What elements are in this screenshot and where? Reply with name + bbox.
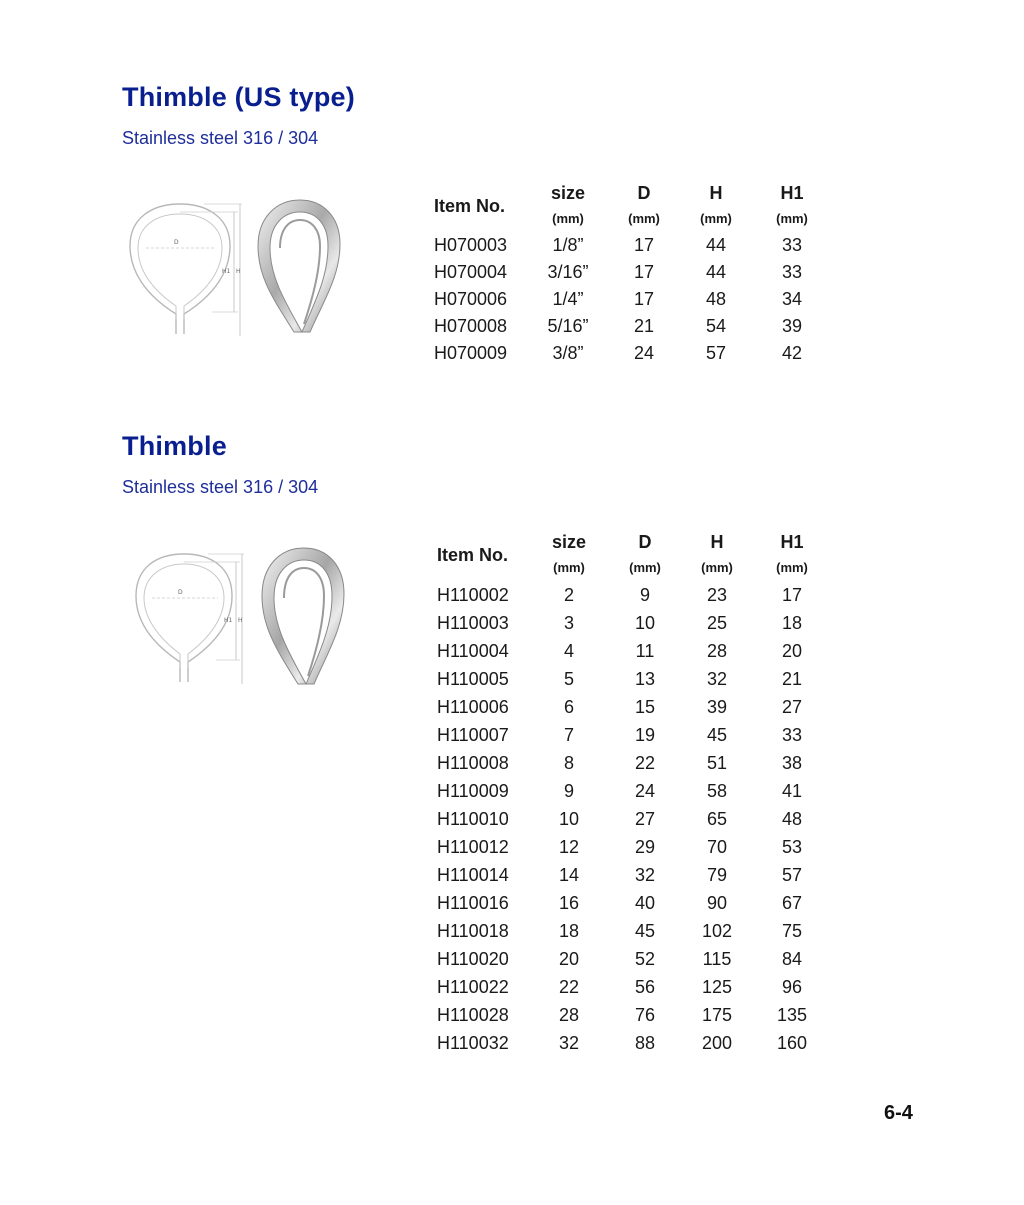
cell-h: 57 <box>705 343 727 363</box>
table-row <box>437 861 831 889</box>
unit-h: (mm) <box>700 210 732 226</box>
cell-h1: 27 <box>781 696 803 717</box>
cell-size: 20 <box>558 948 580 969</box>
cell-item-no: H110014 <box>437 864 509 885</box>
cell-item-no: H110020 <box>437 948 509 969</box>
section-title-us-type: Thimble (US type) <box>122 82 355 112</box>
cell-d: 32 <box>634 864 656 885</box>
cell-h: 23 <box>706 584 728 605</box>
table-row <box>434 232 832 259</box>
cell-h: 175 <box>701 1004 733 1025</box>
drawing-label-d: D <box>178 589 183 596</box>
cell-d: 76 <box>634 1004 656 1025</box>
cell-item-no: H110010 <box>437 808 509 829</box>
table-row <box>437 917 831 945</box>
table-row <box>437 721 831 749</box>
cell-item-no: H070009 <box>434 343 508 363</box>
header-item-no: Item No. <box>434 195 506 216</box>
table-row <box>434 259 832 286</box>
cell-item-no: H110008 <box>437 752 509 773</box>
table-row <box>437 637 831 665</box>
table-row <box>437 805 831 833</box>
cell-d: 27 <box>634 808 656 829</box>
cell-d: 15 <box>634 696 656 717</box>
drawing-label-h1: H1 <box>224 617 233 624</box>
cell-h: 54 <box>705 316 727 336</box>
cell-item-no: H110004 <box>437 640 509 661</box>
table-row <box>437 777 831 805</box>
cell-h1: 160 <box>776 1032 808 1053</box>
drawing-label-d: D <box>174 239 179 246</box>
table-row <box>434 286 832 313</box>
table-row <box>437 609 831 637</box>
cell-d: 17 <box>633 235 655 255</box>
cell-h1: 96 <box>781 976 803 997</box>
cell-d: 22 <box>634 752 656 773</box>
spec-table-us-type <box>434 180 832 367</box>
cell-h1: 84 <box>781 948 803 969</box>
cell-size: 2 <box>563 584 574 605</box>
cell-h1: 135 <box>776 1004 808 1025</box>
thimble-technical-drawing <box>130 546 248 688</box>
table-row <box>437 581 831 609</box>
table-row <box>434 313 832 340</box>
header-size: size <box>551 532 587 552</box>
cell-d: 24 <box>634 780 656 801</box>
cell-h: 70 <box>706 836 728 857</box>
cell-size: 32 <box>558 1032 580 1053</box>
table-row <box>437 693 831 721</box>
table-row <box>437 1001 831 1029</box>
table-row <box>437 1029 831 1057</box>
cell-size: 3/16” <box>547 262 589 282</box>
cell-size: 14 <box>558 864 580 885</box>
drawing-label-h1: H1 <box>222 268 231 275</box>
unit-size: (mm) <box>552 210 584 226</box>
cell-h: 44 <box>705 262 727 282</box>
cell-size: 1/8” <box>552 235 584 255</box>
spec-table-thimble <box>437 529 831 1057</box>
header-size: size <box>550 183 586 203</box>
thimble-technical-drawing-us <box>124 196 246 340</box>
cell-h: 79 <box>706 864 728 885</box>
section-subtitle-thimble: Stainless steel 316 / 304 <box>122 477 319 497</box>
cell-h1: 48 <box>781 808 803 829</box>
cell-h1: 18 <box>781 612 803 633</box>
cell-d: 10 <box>634 612 656 633</box>
cell-item-no: H110028 <box>437 1004 509 1025</box>
cell-size: 6 <box>563 696 574 717</box>
cell-h1: 38 <box>781 752 803 773</box>
cell-size: 5/16” <box>547 316 589 336</box>
cell-d: 17 <box>633 262 655 282</box>
header-h: H <box>710 532 724 552</box>
cell-size: 1/4” <box>552 289 584 309</box>
cell-h1: 34 <box>781 289 803 309</box>
cell-h1: 33 <box>781 724 803 745</box>
table-row <box>434 340 832 367</box>
thimble-product-photo <box>258 544 350 690</box>
cell-h1: 17 <box>781 584 803 605</box>
cell-size: 5 <box>563 668 574 689</box>
cell-d: 17 <box>633 289 655 309</box>
cell-d: 24 <box>633 343 655 363</box>
cell-h: 25 <box>706 612 728 633</box>
cell-d: 88 <box>634 1032 656 1053</box>
cell-item-no: H110006 <box>437 696 509 717</box>
cell-size: 18 <box>558 920 580 941</box>
cell-h1: 53 <box>781 836 803 857</box>
cell-h1: 21 <box>781 668 803 689</box>
cell-h1: 57 <box>781 864 803 885</box>
cell-h: 115 <box>702 948 732 969</box>
cell-d: 19 <box>634 724 656 745</box>
thimble-product-photo-us <box>254 196 346 338</box>
cell-size: 10 <box>558 808 580 829</box>
section-subtitle-us-type: Stainless steel 316 / 304 <box>122 128 319 148</box>
cell-size: 16 <box>558 892 580 913</box>
cell-item-no: H070008 <box>434 316 508 336</box>
cell-d: 9 <box>639 584 650 605</box>
cell-item-no: H110005 <box>437 668 509 689</box>
header-d: D <box>637 183 651 203</box>
cell-d: 40 <box>634 892 656 913</box>
cell-size: 8 <box>563 752 574 773</box>
cell-item-no: H110012 <box>437 836 509 857</box>
cell-item-no: H110022 <box>437 976 509 997</box>
cell-item-no: H110007 <box>437 724 509 745</box>
header-item-no: Item No. <box>437 544 509 565</box>
table-row <box>437 973 831 1001</box>
unit-size: (mm) <box>553 559 585 575</box>
cell-size: 7 <box>563 724 574 745</box>
drawing-label-h: H <box>238 617 243 624</box>
cell-d: 11 <box>635 640 655 661</box>
cell-d: 29 <box>634 836 656 857</box>
cell-h: 51 <box>706 752 728 773</box>
cell-size: 12 <box>558 836 580 857</box>
cell-size: 28 <box>558 1004 580 1025</box>
page-number: 6-4 <box>884 1102 913 1124</box>
cell-h1: 39 <box>781 316 803 336</box>
header-h: H <box>709 183 723 203</box>
drawing-label-h: H <box>236 268 241 275</box>
cell-h: 28 <box>706 640 728 661</box>
cell-d: 52 <box>634 948 656 969</box>
unit-d: (mm) <box>629 559 661 575</box>
table-row <box>437 665 831 693</box>
table-row <box>437 945 831 973</box>
header-h1: H1 <box>780 532 804 552</box>
header-d: D <box>638 532 652 552</box>
cell-h1: 42 <box>781 343 803 363</box>
cell-h1: 33 <box>781 235 803 255</box>
cell-size: 3/8” <box>552 343 584 363</box>
cell-h: 44 <box>705 235 727 255</box>
cell-h: 58 <box>706 780 728 801</box>
cell-h: 90 <box>706 892 728 913</box>
cell-h: 45 <box>706 724 728 745</box>
cell-h1: 33 <box>781 262 803 282</box>
cell-item-no: H070003 <box>434 235 508 255</box>
cell-h: 39 <box>706 696 728 717</box>
cell-d: 56 <box>634 976 656 997</box>
cell-d: 21 <box>633 316 655 336</box>
unit-h1: (mm) <box>776 210 808 226</box>
unit-h1: (mm) <box>776 559 808 575</box>
cell-h: 32 <box>706 668 728 689</box>
cell-h: 125 <box>701 976 733 997</box>
table-row <box>437 749 831 777</box>
table-row <box>437 889 831 917</box>
cell-item-no: H110003 <box>437 612 509 633</box>
cell-size: 3 <box>563 612 574 633</box>
header-h1: H1 <box>780 183 804 203</box>
unit-h: (mm) <box>701 559 733 575</box>
cell-h1: 67 <box>781 892 803 913</box>
cell-item-no: H110002 <box>437 584 509 605</box>
cell-h: 102 <box>701 920 733 941</box>
section-title-thimble: Thimble <box>122 431 227 461</box>
cell-h: 48 <box>705 289 727 309</box>
cell-h1: 75 <box>781 920 803 941</box>
cell-size: 9 <box>563 780 574 801</box>
cell-size: 22 <box>558 976 580 997</box>
cell-size: 4 <box>563 640 574 661</box>
cell-item-no: H110009 <box>437 780 509 801</box>
cell-item-no: H110016 <box>437 892 509 913</box>
cell-item-no: H070004 <box>434 262 508 282</box>
cell-item-no: H110018 <box>437 920 509 941</box>
cell-h: 65 <box>706 808 728 829</box>
unit-d: (mm) <box>628 210 660 226</box>
cell-item-no: H110032 <box>437 1032 509 1053</box>
cell-d: 45 <box>634 920 656 941</box>
table-row <box>437 833 831 861</box>
cell-h1: 20 <box>781 640 803 661</box>
cell-d: 13 <box>634 668 656 689</box>
cell-h: 200 <box>701 1032 733 1053</box>
cell-item-no: H070006 <box>434 289 508 309</box>
cell-h1: 41 <box>781 780 803 801</box>
